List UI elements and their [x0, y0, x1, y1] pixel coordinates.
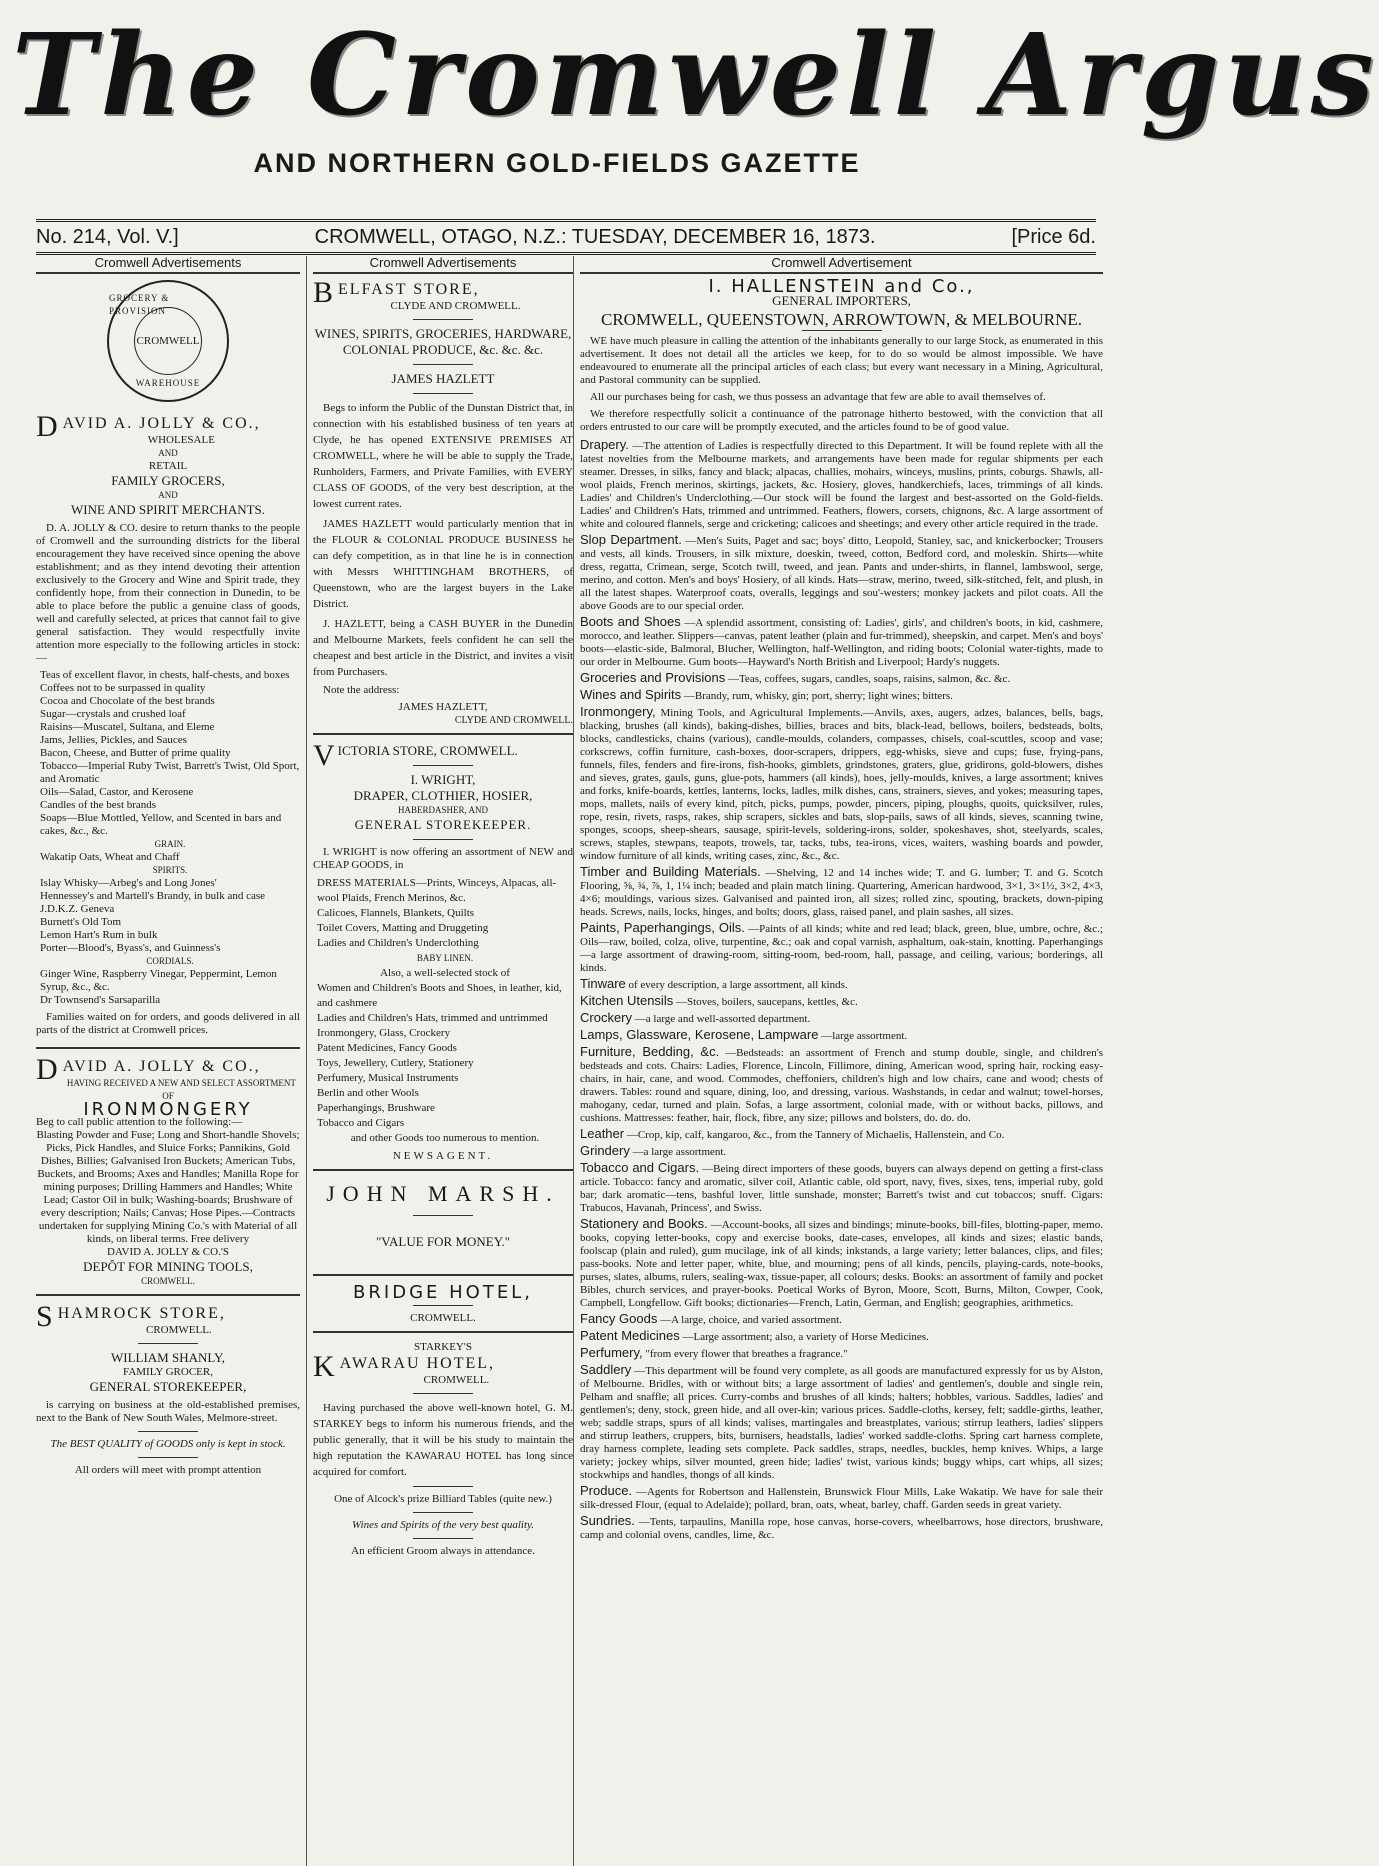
ad-line: CROMWELL. — [145, 1324, 212, 1336]
department-heading: Wines and Spirits — [580, 687, 682, 702]
department-text: —Teas, coffees, sugars, candles, soaps, raisins, salmon, &c. &c. — [727, 673, 1011, 685]
list-item: Wakatip Oats, Wheat and Chaff — [40, 851, 180, 863]
department-section — [580, 1484, 1103, 1512]
column-1 — [36, 256, 300, 1866]
list-item: J.D.K.Z. Geneva — [40, 903, 115, 915]
department-text: —Shelving, 12 and 14 inches wide; T. and G. lumber; T. and G. Scotch Flooring, ⅝, ¾, ⅞, 1, 1¼ inch; beaded and plain match lining. Quartering, American hardwood, 3×1, 3×1½, 3×2, 4×3, 4×6; mouldings, various sizes. Galvanised and painted iron, all sizes; rolled zinc, spouting, brackets, down-piping heads. Screws, nails, locks, hinges, and bolts; doors, glass, raised panel, and plain sashes, all sizes. — [580, 867, 1104, 918]
divider — [413, 765, 473, 766]
jolly-ironmongery-ad — [36, 1053, 300, 1296]
department-heading: Timber and Building Materials. — [580, 864, 761, 879]
ad-name: JOHN MARSH. — [326, 1181, 560, 1206]
department-heading: Boots and Shoes — [580, 614, 681, 629]
hallenstein-title: I. HALLENSTEIN and Co., — [708, 276, 975, 297]
department-section — [580, 533, 1103, 613]
list-item: DRESS MATERIALS—Prints, Winceys, Alpacas, all-wool Plaids, French Merinos, &c. — [317, 877, 557, 904]
ad-line: DRAPER, CLOTHIER, HOSIER, — [353, 788, 533, 803]
department-heading: Saddlery — [580, 1362, 632, 1377]
hallenstein-towns: CROMWELL, QUEENSTOWN, ARROWTOWN, & MELBOURNE. — [600, 310, 1082, 329]
column-heading: Cromwell Advertisement — [580, 256, 1103, 274]
department-section — [580, 1161, 1103, 1215]
list-item: Ironmongery, Glass, Crockery — [317, 1027, 451, 1039]
ad-line: HAVING RECEIVED A NEW AND SELECT ASSORTMENT OF — [66, 1078, 296, 1101]
warehouse-seal — [107, 280, 229, 402]
dropcap: B — [313, 276, 336, 309]
goods-list — [313, 876, 573, 1146]
list-item: Berlin and other Wools — [317, 1087, 419, 1099]
list-item: Tobacco—Imperial Ruby Twist, Barrett's Twist, Old Sport, and Aromatic — [40, 760, 300, 785]
department-heading: Sundries. — [580, 1513, 635, 1528]
seal-top-text: GROCERY & PROVISION — [109, 293, 170, 316]
list-item: Bacon, Cheese, and Butter of prime quality — [40, 747, 231, 759]
ad-line: WINES, SPIRITS, GROCERIES, HARDWARE, COLONIAL PRODUCE, &c. &c. &c. — [314, 326, 572, 357]
department-section — [580, 671, 1103, 686]
column-heading: Cromwell Advertisements — [36, 256, 300, 274]
department-text: —Stoves, boilers, saucepans, kettles, &c. — [675, 996, 858, 1008]
department-section — [580, 977, 1103, 992]
department-text: —A splendid assortment, consisting of: Ladies', girls', and children's boots, in kid, cashmere, morocco, and leather. Slippers—canvas, patent leather (plain and fur-trimmed), sheepskin, and carpet. Men's and boys' boots—elastic-side, Balmoral, Blucher, Wellington, half-Wellington, and riding boots; Colonial water-tights, made to our order in Melbourne. Gum boots—Hayward's North British and Liverpool; Hardy's nuggets. — [580, 617, 1103, 668]
list-subhead: BABY LINEN. — [416, 953, 474, 963]
ad-line: One of Alcock's prize Billiard Tables (quite new.) — [334, 1493, 552, 1505]
ad-line: The BEST QUALITY of GOODS only is kept in stock. — [50, 1438, 286, 1450]
list-subhead: GRAIN. — [154, 839, 186, 849]
ad-line: CROMWELL. — [410, 1312, 476, 1324]
department-heading: Paints, Paperhangings, Oils. — [580, 920, 745, 935]
ad-line: All orders will meet with prompt attention — [74, 1464, 262, 1476]
divider — [413, 839, 473, 840]
department-section — [580, 1363, 1103, 1482]
list-item: Hennessey's and Martell's Brandy, in bulk and case — [40, 890, 266, 902]
department-text: —Paints of all kinds; white and red lead; black, green, blue, umbre, ochre, &c.; Oils—raw, boiled, colza, olive, turpentine, &c.; oak and copal varnish, asphaltum, oak-stain, knotting. Paperhangings—a large assortment of drawing-room, sitting-room, bed-room, hall, passage, and ceiling, various; borderings, all kinds. — [580, 923, 1103, 974]
ad-line: STARKEY'S — [414, 1341, 472, 1353]
dropcap: S — [36, 1300, 55, 1333]
list-item: Ladies and Children's Underclothing — [317, 937, 479, 949]
ad-line: FAMILY GROCER, — [123, 1366, 213, 1378]
department-heading: Fancy Goods — [580, 1311, 658, 1326]
john-marsh-ad — [313, 1179, 573, 1276]
ad-body: is carrying on business at the old-established premises, next to the Bank of New South Wales, Melmore-street. — [36, 1399, 300, 1424]
place-date: CROMWELL, OTAGO, N.Z.: TUESDAY, DECEMBER 16, 1873. — [314, 225, 876, 248]
price: [Price 6d. — [1011, 225, 1096, 248]
department-heading: Furniture, Bedding, &c. — [580, 1044, 720, 1059]
ad-line: WINE AND SPIRIT MERCHANTS. — [70, 502, 266, 517]
department-heading: Kitchen Utensils — [580, 993, 674, 1008]
department-heading: Patent Medicines — [580, 1328, 680, 1343]
department-section — [580, 1514, 1103, 1542]
list-item: Raisins—Muscatel, Sultana, and Eleme — [40, 721, 215, 733]
ad-line: "VALUE FOR MONEY." — [375, 1234, 510, 1249]
dateline — [36, 219, 1096, 255]
list-item: Ladies and Children's Hats, trimmed and untrimmed — [317, 1012, 548, 1024]
department-text: —Crop, kip, calf, kangaroo, &c., from the Tannery of Michaelis, Hallenstein, and Co. — [626, 1129, 1005, 1141]
department-section — [580, 865, 1103, 919]
divider — [413, 1538, 473, 1539]
seal-center: CROMWELL — [134, 307, 202, 375]
list-item: Burnett's Old Tom — [40, 916, 122, 928]
list-item: Dr Townsend's Sarsaparilla — [40, 994, 161, 1006]
department-section — [580, 994, 1103, 1009]
victoria-store-ad — [313, 739, 573, 1171]
list-item: Toys, Jewellery, Cutlery, Stationery — [317, 1057, 474, 1069]
department-text: —Large assortment; also, a variety of Horse Medicines. — [682, 1331, 929, 1343]
department-text: —a large and well-assorted department. — [634, 1013, 811, 1025]
department-text: —Account-books, all sizes and bindings; minute-books, bill-files, blotting-paper, memo. books, copying letter-books, copy and exercise books, date-cases, envelopes, all kinds and sizes; elastic bands, foolscap (plain and ruled), gum mucilage, ink of all kinds; inkstands, a large variety; letter balances, clips, and files; pass-books. Note and letter paper, white, blue, and mourning; pens of all kinds, pencils, playing-cards, note-books, purses, slates, albums, rulers, sealing-wax, tissue-paper, all colours; desks. Books: an assortment of family and pocket Bibles, church services, and prayer-books. Poetical Works of Byron, Moore, Scott, Burns, Milton, Cowper, Cook, Campbell, Longfellow. Gift books; dictionaries—French, Latin, German, and English; geographies, arithmetics. — [580, 1219, 1103, 1309]
intro-paragraph: All our purchases being for cash, we thus possess an advantage that few are able to avail themselves of. — [590, 391, 1046, 403]
department-text: —Agents for Robertson and Hallenstein, Brunswick Flour Mills, Lake Wakatip. We have for sale their silk-dressed Flour, (equal to Adelaide); pollard, bran, oats, wheat, barley, chaff. Garden seeds in great variety. — [580, 1486, 1103, 1511]
departments-list — [580, 438, 1103, 1542]
ad-name: ICTORIA STORE, CROMWELL. — [337, 743, 518, 758]
department-text: —Bedsteads: an assortment of French and stump double, single, and children's bedsteads and cots. Chairs: Ladies, Florence, Lincoln, Fillimore, dining, American wood, spring hair, rocking easy-chairs, in hair, cane, and wood. Commodes, cheffoniers, children's high and low chairs, cane and wood; chests of drawers. Tables: round and square, dining, loo, and dressing, various. Washstands, in cedar and walnut; towel-horses, mahogany, cedar, turned and plain. Sofas, a large assortment, colonial made, with or without backs, pillows, and cushions. Mattresses: feather, hair, flock, fibre, any size; pillows and bolsters, do. do. do. — [580, 1047, 1103, 1124]
dropcap: D — [36, 410, 60, 443]
ad-body: J. HAZLETT, being a CASH BUYER in the Dunedin and Melbourne Markets, feels confident he can sell the cheapest and best article in the District, and invites a visit from Purchasers. — [313, 618, 573, 678]
divider — [413, 319, 473, 320]
ad-heading — [313, 739, 573, 772]
divider — [413, 1512, 473, 1513]
department-text: —The attention of Ladies is respectfully directed to this Department. It will be found replete with all the latest novelties from the Melbourne markets, and arrangements have been made for regular shipments per each steamer. Dresses, in silks, fancy and black; alpacas, challies, mohairs, winceys, muslins, prints, coburgs. Shawls, all-wool plaids, French merinos, skirtings, jackets, &c. Hosiery, gloves, handkerchiefs, laces, trimmings of all kinds. Ladies' and Children's Underclothing.—Our stock will be found the largest and best-assorted on the Gold-fields. Ladies' and Children's Hats, trimmed and untrimmed. Feathers, flowers, corsets, chignons, &c. A large assortment of white and coloured flannels, serge and cricketing; calicoes and sheetings; and every other article required in the trade. — [580, 440, 1104, 530]
ad-line: NEWSAGENT. — [392, 1150, 494, 1162]
masthead — [12, 6, 1379, 179]
ad-name: AWARAU HOTEL, — [339, 1355, 496, 1372]
ad-line: AND — [158, 490, 178, 500]
divider — [802, 330, 882, 331]
ad-item: Picks, Pick Handles, and Sluice Forks; Pannikins, Gold Dishes, Billies; Galvanised Iron Buckets; American Tubs, Buckets, and Brooms; Axes and Handles; Manilla Rope for mining purposes; Drilling Hammers and Handles; White Lead; Castor Oil in bulk; Washing-boards; Brushware of every description; Nails; Canvas; Hose Pipes.—Contracts undertaken for supplying Mining Co.'s with Material of all kinds, on liberal terms. Free delivery — [37, 1142, 299, 1245]
department-section — [580, 438, 1103, 531]
department-heading: Tobacco and Cigars. — [580, 1160, 700, 1175]
newspaper-title: The Cromwell Argus — [12, 10, 1379, 141]
column-3 — [573, 256, 1103, 1866]
department-heading: Ironmongery, — [580, 704, 656, 719]
ad-signature: CLYDE AND CROMWELL. — [454, 715, 573, 726]
department-heading: Crockery — [580, 1010, 633, 1025]
department-text: —Being direct importers of these goods, buyers can always depend on getting a first-class article. Tobacco: fancy and aromatic, silver coil, Atlantic cable, old sport, navy, fives, sixes, tens, imperial ruby, gold bar; dark aromatic—tens, bashful lover, little sunshade, monster; Barrett's twist and cut tobaccos; snuff. Cigars: Trabucos, Havanah, Princess', and Swiss. — [580, 1163, 1104, 1214]
department-section — [580, 1028, 1103, 1043]
department-section — [580, 1217, 1103, 1310]
list-item: Porter—Blood's, Byass's, and Guinness's — [40, 942, 221, 954]
department-heading: Stationery and Books. — [580, 1216, 708, 1231]
divider — [413, 393, 473, 394]
department-heading: Slop Department. — [580, 532, 682, 547]
ad-signature: CROMWELL. — [141, 1276, 195, 1286]
ad-body: Begs to inform the Public of the Dunstan District that, in connection with his established business of ten years at Clyde, he has opened EXTENSIVE PREMISES AT CROMWELL, where he will be able to supply the Trade, Runholders, Farmers, and Private Families, with EVERY CLASS OF GOODS, of the very best description, at the lowest current rates. — [313, 402, 573, 510]
department-text: —a large assortment. — [632, 1146, 727, 1158]
column-2 — [306, 256, 573, 1866]
ad-body: I. WRIGHT is now offering an assortment of NEW and CHEAP GOODS, in — [313, 846, 573, 871]
department-heading: Drapery. — [580, 437, 629, 452]
department-section — [580, 688, 1103, 703]
newspaper-subtitle: AND NORTHERN GOLD-FIELDS GAZETTE — [253, 148, 861, 178]
list-item: Cocoa and Chocolate of the best brands — [40, 695, 215, 707]
list-subhead: SPIRITS. — [152, 865, 188, 875]
ad-body: JAMES HAZLETT would particularly mention that in the FLOUR & COLONIAL PRODUCE BUSINESS he can defy competition, as in that line he is in connection with Messrs WHITTINGHAM BROTHERS, of Queenstown, who are the largest buyers in the Lake District. — [313, 518, 573, 610]
department-heading: Lamps, Glassware, Kerosene, Lampware — [580, 1027, 819, 1042]
department-heading: Tinware — [580, 976, 626, 991]
list-item: Perfumery, Musical Instruments — [317, 1072, 459, 1084]
list-item: Calicoes, Flannels, Blankets, Quilts — [317, 907, 475, 919]
divider — [413, 1215, 473, 1216]
list-subhead: Also, a well-selected stock of — [380, 967, 510, 979]
jolly-grocers-ad — [36, 410, 300, 1049]
kawarau-hotel-ad — [313, 1341, 573, 1558]
ad-line: RETAIL — [148, 460, 188, 472]
department-section — [580, 921, 1103, 975]
issue-number: No. 214, Vol. V.] — [36, 225, 179, 248]
ironmongery-title: IRONMONGERY — [83, 1099, 253, 1120]
department-heading: Grindery — [580, 1143, 630, 1158]
ad-line: WHOLESALE — [147, 434, 215, 446]
department-text: —A large, choice, and varied assortment. — [660, 1314, 842, 1326]
ad-line: Note the address: — [323, 684, 400, 696]
department-heading: Groceries and Provisions — [580, 670, 726, 685]
ad-line: CROMWELL. — [423, 1374, 490, 1386]
department-section — [580, 1144, 1103, 1159]
intro-paragraph: WE have much pleasure in calling the attention of the inhabitants generally to our large Stock, as enumerated in this advertisement. It does not detail all the articles we keep, for to do so would be almost impossible. We have endeavoured to enumerate all the principal articles of each class; but every want necessary in a Mining, Agricultural, and Pastoral community can be supplied. — [580, 335, 1103, 386]
belfast-store-ad — [313, 276, 573, 735]
column-heading: Cromwell Advertisements — [313, 256, 573, 274]
list-item: Patent Medicines, Fancy Goods — [317, 1042, 457, 1054]
department-heading: Leather — [580, 1126, 625, 1141]
ad-line: AND — [158, 448, 178, 458]
department-section — [580, 1011, 1103, 1026]
list-item: Islay Whisky—Arbeg's and Long Jones' — [40, 877, 217, 889]
ad-signature: DAVID A. JOLLY & CO.'S — [107, 1246, 229, 1258]
department-text: —Men's Suits, Paget and sac; boys' ditto, Leopold, Stanley, sac, and knickerbocker; Trousers and vests, all kinds. Trousers, in silk mixture, doeskin, tweed, cotton, Bedford cord, and moleskin. Shirts—white dress, regatta, Crimean, serge, Scotch twill, tweed, and jean. Pants and under-shirts, in flannel, lambswool, serge, merino, and cotton. Men's and boys' Hosiery, of all kinds. Hats—straw, merino, tweed, silk-stitched, felt, and plush, in all the latest shapes. Waterproof coats, overalls, leggings and sou'-westers; monkey jackets and pilot coats. All the above Goods are to our special order. — [580, 535, 1104, 612]
ad-heading — [36, 1053, 300, 1086]
list-item: Women and Children's Boots and Shoes, in leather, kid, and cashmere — [317, 982, 562, 1009]
divider — [138, 1431, 198, 1432]
ad-name: AVID A. JOLLY & CO., — [62, 1058, 261, 1075]
ad-line: I. WRIGHT, — [410, 772, 476, 787]
department-text: —Tents, tarpaulins, Manilla rope, hose canvas, horse-covers, wheelbarrows, hose directors, brushware, camp and colonial ovens, candles, lime, &c. — [580, 1516, 1104, 1541]
ad-line: JAMES HAZLETT — [391, 371, 495, 386]
department-text: "from every flower that breathes a fragrance." — [645, 1348, 848, 1360]
list-item: Paperhangings, Brushware — [317, 1102, 435, 1114]
department-heading: Perfumery, — [580, 1345, 643, 1360]
intro-paragraph: We therefore respectfully solicit a continuance of the patronage hitherto bestowed, with the conviction that all orders entrusted to our care will be promptly executed, and the articles found to be of good value. — [580, 408, 1103, 433]
list-item: Lemon Hart's Rum in bulk — [40, 929, 158, 941]
shamrock-store-ad — [36, 1300, 300, 1477]
department-text: —large assortment. — [821, 1030, 908, 1042]
ad-line: Beg to call public attention to the following:— — [36, 1116, 243, 1128]
department-text: —This department will be found very complete, as all goods are manufactured expressly for us by Alston, of Melbourne. Bridles, with or without bits; a large assortment of ladies' and gentlemen's, double and single rein, Pelham and snaffle; all prices. Curry-combs and brushes of all kinds; halters; hobbles, various. Saddles, ladies' and gentlemen's; deny, stock, green hide, and all over-kin; various prices. Saddle-cloths, kersey, felt; saddle-girths, leather, web; saddle straps, spurs of all kinds; valises, martingales and breastplates, various; stirrup leathers, ladies' slippers and stirrup leathers, cruppers, bits, burnisers, headstalls, ladies' worked saddle-cloths. Spring cart harness complete, dray harness complete, leading sets complete. Pack saddles, straps, needles, buckles, hemp knives. Whips, a large variety; jockey whips, silver mounted, green hide; ladies' twist, various kinds; buggy whips, cart whips, all sizes; stockwhips and handles, thongs of all kinds. — [580, 1365, 1104, 1481]
ad-name: ELFAST STORE, — [338, 281, 480, 298]
bridge-hotel-ad — [313, 1282, 573, 1333]
ad-line: Wines and Spirits of the very best quality. — [351, 1519, 535, 1531]
dropcap: V — [313, 739, 335, 772]
department-text: —Brandy, rum, whisky, gin; port, sherry; light wines; bitters. — [683, 690, 953, 702]
list-item: Candles of the best brands — [40, 799, 157, 811]
divider — [413, 1486, 473, 1487]
ad-signature: DEPÔT FOR MINING TOOLS, — [83, 1259, 253, 1274]
department-section — [580, 1045, 1103, 1125]
ad-name: HAMROCK STORE, — [57, 1305, 226, 1322]
department-section — [580, 1346, 1103, 1361]
department-section — [580, 705, 1103, 863]
list-subhead: CORDIALS. — [146, 956, 194, 966]
ad-name: AVID A. JOLLY & CO., — [62, 415, 261, 432]
list-item: Ginger Wine, Raspberry Vinegar, Peppermint, Lemon Syrup, &c., &c. — [40, 968, 277, 993]
ad-line: FAMILY GROCERS, — [111, 473, 225, 488]
ad-signature: JAMES HAZLETT, — [398, 701, 488, 713]
list-item: Tobacco and Cigars — [317, 1117, 405, 1129]
ad-name: BRIDGE HOTEL, — [353, 1282, 533, 1303]
divider — [413, 1305, 473, 1306]
ad-body: D. A. JOLLY & CO. desire to return thanks to the people of Cromwell and the surrounding districts for the liberal encouragement they have received since opening the above establishment; and as they intend devoting their attention exclusively to the Grocery and Wine and Spirit trade, they confidently hope, from their connection in Dunedin, to be able to place before the public a genuine class of goods, well and carefully selected, at prices that cannot fail to give general satisfaction. They would respectfully invite attention more especially to the following articles in stock:— — [36, 522, 300, 664]
department-section — [580, 1329, 1103, 1344]
hallenstein-subtitle: GENERAL IMPORTERS, — [772, 293, 911, 308]
ad-line: WILLIAM SHANLY, — [110, 1350, 225, 1365]
list-item: Coffees not to be surpassed in quality — [40, 682, 206, 694]
department-section — [580, 615, 1103, 669]
ad-item: Blasting Powder and Fuse; Long and Short-handle Shovels; — [36, 1129, 300, 1141]
list-item: and other Goods too numerous to mention. — [350, 1132, 540, 1144]
divider — [413, 1393, 473, 1394]
dropcap: K — [313, 1350, 337, 1383]
list-item: Teas of excellent flavor, in chests, half-chests, and boxes — [40, 669, 290, 681]
department-text: Mining Tools, and Agricultural Implements.—Anvils, axes, augers, adzes, balances, bells, bags, blacking, brushes (all kinds), baking-dishes, billies, braces and bits, black-lead, bellows, boilers, bedsteads, bolts, blocks, candlesticks, chains (various), candle-moulds, colanders, compasses, chisels, coal-scuttles, scoop and vase; corkscrews, coffin furniture, cash-boxes, door-scrapers, drippers, egg-whisks, sieve and cups; fuse, frying-pans, funnels, files, fenders and fire-irons, fish-hooks, gimblets, grindstones, graters, glue, gridirons, gold-blowers, dishes and sieves, grates, gauls, guns, glue-pots, hammers (all kinds), hoes, jelly-moulds, knives, a large assortment; knives and forks, knife-boards, kettles, lanterns, locks, ladles, milk dishes, cans, strainers, sieves, and yokes; measuring tapes, mops, mallets, nails of every kind, pitch, picks, pumps, powder, pincers, piping, ploughs, quoits, quicksilver, rules, rope, resin, rivets, rasps, rakes, ship scrapers, sickles and bats, slop-pails, saws of all kinds, sieves, scanning twine, sponges, scoops, sheep-shears, sausage, spirit-levels, soldering-irons, solder, spokeshaves, shot, steelyards, scales, screws, staples, stewpans, teapots, trowels, tar, tacks, tubs, tea-irons, vices, waiters, washing boards and powder, window furniture of all kinds, writing cases, zinc, &c., &c. — [580, 707, 1104, 862]
ad-line: GENERAL STOREKEEPER. — [354, 817, 532, 832]
seal-bottom-text: WAREHOUSE — [135, 378, 201, 388]
divider — [413, 364, 473, 365]
department-section — [580, 1312, 1103, 1327]
ad-line: An efficient Groom always in attendance. — [351, 1545, 535, 1557]
dropcap: D — [36, 1053, 60, 1086]
list-item: Oils—Salad, Castor, and Kerosene — [40, 786, 194, 798]
ad-line: GENERAL STOREKEEPER, — [89, 1379, 247, 1394]
department-heading: Produce. — [580, 1483, 633, 1498]
list-item: Toilet Covers, Matting and Druggeting — [317, 922, 489, 934]
ad-line: HABERDASHER, AND — [397, 805, 488, 815]
department-text: of every description, a large assortment, all kinds. — [628, 979, 848, 991]
list-item: Sugar—crystals and crushed loaf — [40, 708, 186, 720]
department-section — [580, 1127, 1103, 1142]
list-item: Soaps—Blue Mottled, Yellow, and Scented in bars and cakes, &c., &c. — [40, 812, 282, 837]
stock-list — [36, 669, 300, 1007]
ad-body: Having purchased the above well-known hotel, G. M. STARKEY begs to inform his numerous friends, and the public generally, that it will be his study to maintain the high reputation the KAWARAU HOTEL has long since acquired for comfort. — [313, 1402, 573, 1478]
list-item: Jams, Jellies, Pickles, and Sauces — [40, 734, 187, 746]
ad-line: CLYDE AND CROMWELL. — [390, 300, 521, 312]
ad-footer: Families waited on for orders, and goods delivered in all parts of the district at Cromwell prices. — [36, 1011, 300, 1036]
divider — [138, 1343, 198, 1344]
divider — [138, 1457, 198, 1458]
